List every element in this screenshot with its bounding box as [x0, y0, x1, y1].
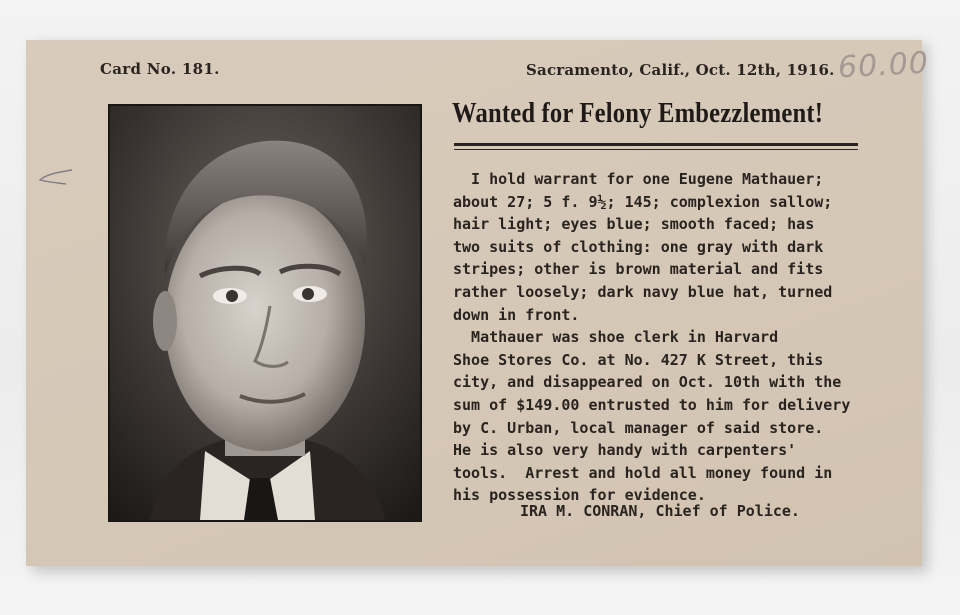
suspect-photograph [108, 104, 422, 522]
body-line: tools. Arrest and hold all money found in [453, 463, 833, 482]
pencil-price-mark: 60.00 [837, 45, 930, 86]
body-line: by C. Urban, local manager of said store. [453, 418, 824, 437]
signature: IRA M. CONRAN, Chief of Police. [520, 502, 800, 520]
notice-body [453, 168, 859, 507]
body-line: his possession for evidence. [453, 486, 706, 505]
body-line: I hold warrant for one Eugene Mathauer; [453, 170, 824, 188]
body-line: stripes; other is brown material and fits [453, 260, 824, 279]
body-line: Shoe Stores Co. at No. 427 K Street, this [453, 350, 824, 369]
pencil-scribble-icon [36, 166, 76, 188]
body-line: He is also very handy with carpenters' [453, 441, 797, 460]
headline: Wanted for Felony Embezzlement! [452, 98, 824, 129]
body-line: about 27; 5 f. 9½; 145; complexion sallow; [453, 192, 833, 211]
body-line: rather loosely; dark navy blue hat, turned [453, 282, 833, 301]
body-line: down in front. [453, 305, 580, 324]
body-line: Mathauer was shoe clerk in Harvard [453, 328, 779, 347]
card-number: Card No. 181. [100, 60, 220, 78]
body-line: hair light; eyes blue; smooth faced; has [453, 215, 815, 234]
headline-rule-thin [454, 149, 858, 150]
wanted-card [26, 40, 930, 566]
headline-rule-thick [454, 143, 858, 146]
body-line: sum of $149.00 entrusted to him for delivery [453, 395, 851, 414]
portrait-image [110, 106, 420, 520]
dateline: Sacramento, Calif., Oct. 12th, 1916. [526, 61, 835, 79]
body-line: city, and disappeared on Oct. 10th with the [453, 373, 842, 392]
body-line: two suits of clothing: one gray with dark [453, 237, 824, 256]
